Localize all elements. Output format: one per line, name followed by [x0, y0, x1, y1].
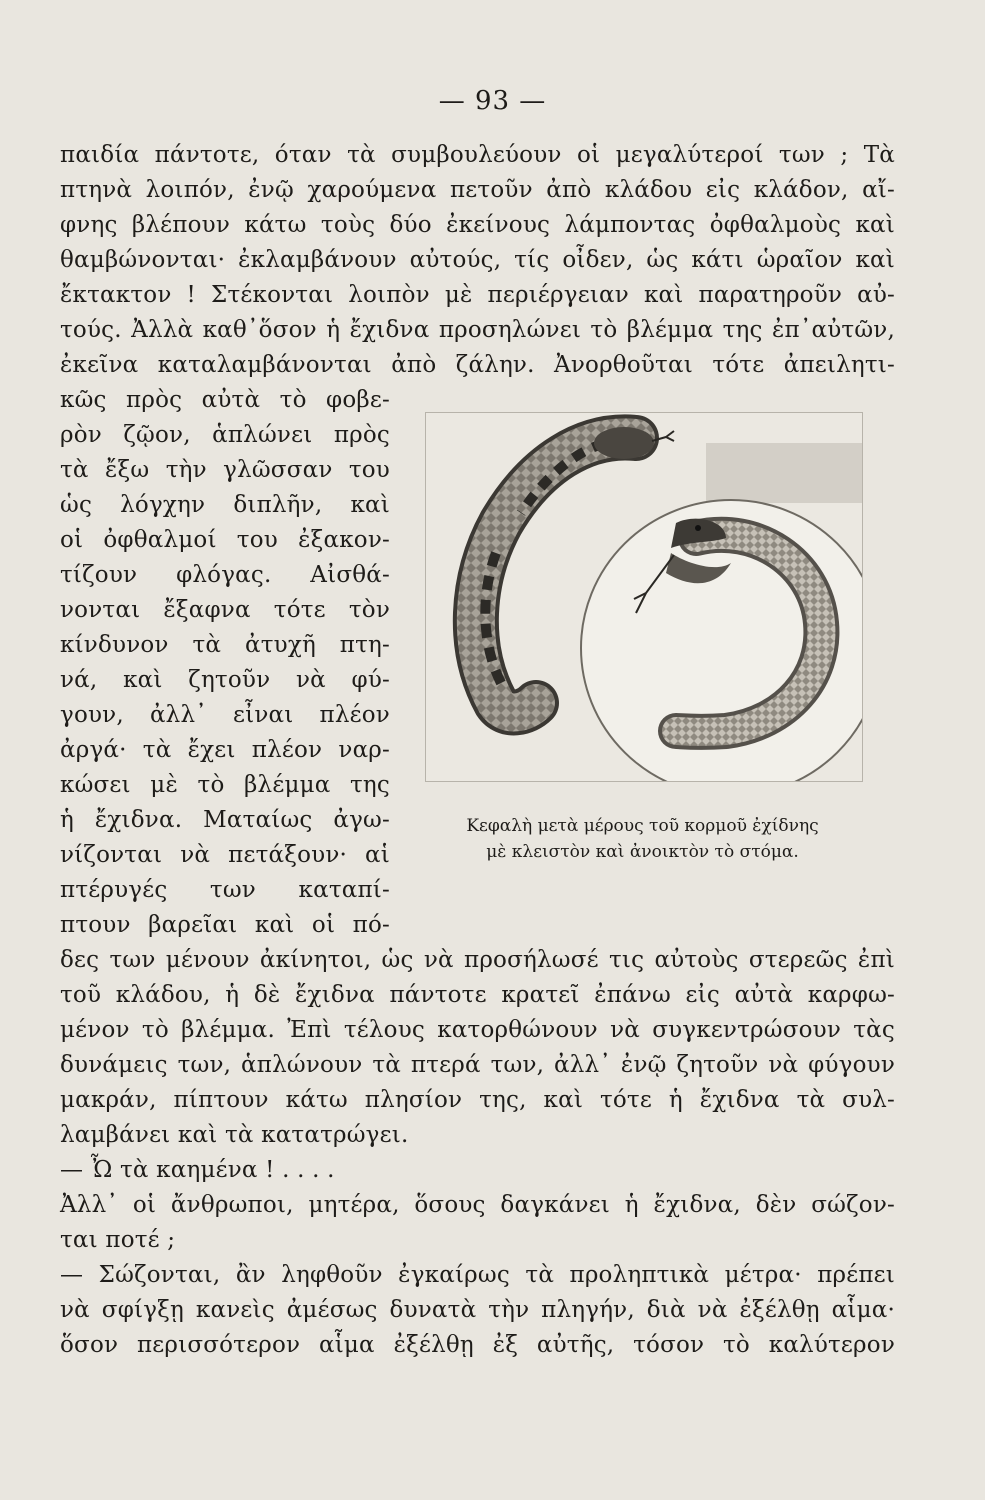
dialogue-line: νὰ σφίγξῃ κανεὶς ἀμέσως δυνατὰ τὴν πληγήν, διὰ νὰ ἐξέλθῃ αἷμα·	[60, 1297, 895, 1323]
text-line: φνης βλέπουν κάτω τοὺς δύο ἐκείνους λάμποντας ὀφθαλμοὺς καὶ	[60, 212, 895, 238]
dialogue-line: Ἀλλ᾽ οἱ ἄνθρωποι, μητέρα, ὅσους δαγκάνει ἡ ἔχιδνα, δὲν σώζον-	[60, 1192, 895, 1218]
text-line: πτέρυγές των καταπί-	[60, 877, 390, 903]
text-line: νονται ἔξαφνα τότε τὸν	[60, 597, 390, 623]
text-line: τὰ ἔξω τὴν γλῶσσαν του	[60, 457, 390, 483]
text-line: οἱ ὀφθαλμοί του ἐξακον-	[60, 527, 390, 553]
text-line: τίζουν φλόγας. Αἰσθά-	[60, 562, 390, 588]
text-line: κίνδυνον τὰ ἀτυχῆ πτη-	[60, 632, 390, 658]
text-line: ἐκεῖνα καταλαμβάνονται ἀπὸ ζάλην. Ἀνορθοῦται τότε ἀπειλητι-	[60, 352, 895, 378]
figure-caption-line: μὲ κλειστὸν καὶ ἀνοικτὸν τὸ στόμα.	[486, 842, 799, 862]
text-line: δες των μένουν ἀκίνητοι, ὡς νὰ προσήλωσέ τις αὐτοὺς στερεῶς ἐπὶ	[60, 947, 895, 973]
text-line: ἡ ἔχιδνα. Ματαίως ἀγω-	[60, 807, 390, 833]
figure-caption-line: Κεφαλὴ μετὰ μέρους τοῦ κορμοῦ ἐχίδνης	[466, 816, 819, 836]
text-line: τούς. Ἀλλὰ καθ᾽ὅσον ἡ ἔχιδνα προσηλώνει τὸ βλέμμα της ἐπ᾽αὐτῶν,	[60, 317, 895, 343]
text-line: ἔκτακτον ! Στέκονται λοιπὸν μὲ περιέργειαν καὶ παρατηροῦν αὐ-	[60, 282, 895, 308]
text-line: τοῦ κλάδου, ἡ δὲ ἔχιδνα πάντοτε κρατεῖ ἐπάνω εἰς αὐτὰ καρφω-	[60, 982, 895, 1008]
text-line: θαμβώνονται· ἐκλαμβάνουν αὐτούς, τίς οἶδεν, ὡς κάτι ὡραῖον καὶ	[60, 247, 895, 273]
dialogue-line: ται ποτέ ;	[60, 1227, 176, 1253]
text-line: πτουν βαρεῖαι καὶ οἱ πό-	[60, 912, 390, 938]
text-line: μένον τὸ βλέμμα. Ἐπὶ τέλους κατορθώνουν νὰ συγκεντρώσουν τὰς	[60, 1017, 895, 1043]
page-number: — 93 —	[438, 86, 547, 116]
text-line: ὡς λόγχην διπλῆν, καὶ	[60, 492, 390, 518]
text-line: μακράν, πίπτουν κάτω πλησίον της, καὶ τότε ἡ ἔχιδνα τὰ συλ-	[60, 1087, 895, 1113]
text-line: κῶς πρὸς αὐτὰ τὸ φοβε-	[60, 387, 390, 413]
text-line: γουν, ἀλλ᾽ εἶναι πλέον	[60, 702, 390, 728]
text-line: δυνάμεις των, ἁπλώνουν τὰ πτερά των, ἀλλ᾽ ἐνῷ ζητοῦν νὰ φύγουν	[60, 1052, 895, 1078]
dialogue-line: ὅσον περισσότερον αἷμα ἐξέλθῃ ἐξ αὐτῆς, τόσον τὸ καλύτερον	[60, 1332, 895, 1358]
text-line: ἀργά· τὰ ἔχει πλέον ναρ-	[60, 737, 390, 763]
text-line: λαμβάνει καὶ τὰ κατατρώγει.	[60, 1122, 409, 1148]
text-line: νά, καὶ ζητοῦν νὰ φύ-	[60, 667, 390, 693]
dialogue-line: — Σώζονται, ἂν ληφθοῦν ἐγκαίρως τὰ προληπτικὰ μέτρα· πρέπει	[60, 1262, 895, 1288]
text-line: πτηνὰ λοιπόν, ἐνῷ χαρούμενα πετοῦν ἀπὸ κλάδου εἰς κλάδον, αἴ-	[60, 177, 895, 203]
text-line: κώσει μὲ τὸ βλέμμα της	[60, 772, 390, 798]
text-line: παιδία πάντοτε, όταν τὰ συμβουλεύουν οἱ μεγαλύτεροί των ; Τὰ	[60, 142, 895, 168]
dialogue-line: — Ὦ τὰ καημένα ! . . . .	[60, 1157, 335, 1183]
text-line: ρὸν ζῷον, ἁπλώνει πρὸς	[60, 422, 390, 448]
text-line: νίζονται νὰ πετάξουν· αἱ	[60, 842, 390, 868]
viper-illustration	[425, 412, 863, 782]
